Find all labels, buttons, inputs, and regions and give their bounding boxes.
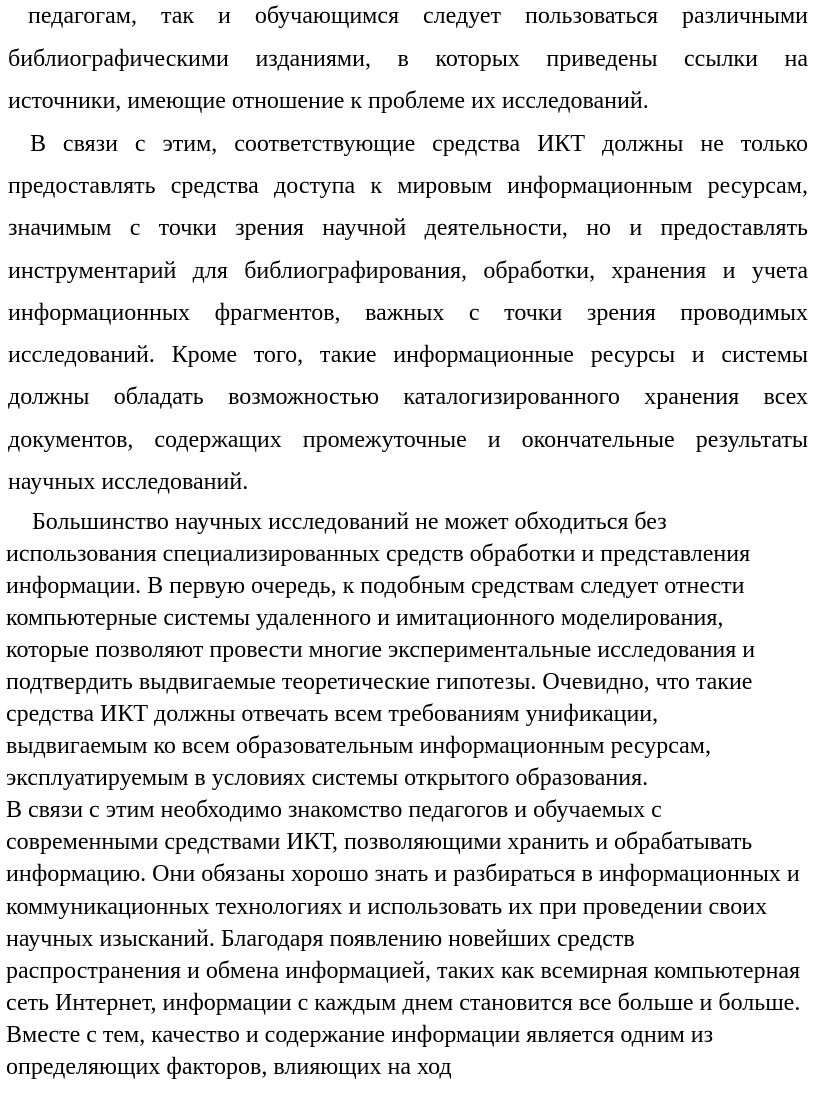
text-line: источники, имеющие отношение к проблеме их исследований.: [8, 88, 649, 114]
text-line: которые позволяют провести многие экспериментальные исследования и: [6, 637, 756, 663]
text-line: значимым с точки зрения научной деятельности, но и предоставлять: [8, 215, 808, 241]
text-line: научных изысканий. Благодаря появлению новейших средств: [6, 926, 635, 952]
text-line: информационных фрагментов, важных с точки зрения проводимых: [8, 300, 808, 326]
text-line: распространения и обмена информацией, таких как всемирная компьютерная: [6, 958, 801, 984]
text-line: определяющих факторов, влияющих на ход: [6, 1054, 452, 1080]
text-line: Большинство научных исследований не может обходиться без: [32, 509, 667, 535]
text-line: средства ИКТ должны отвечать всем требованиям унификации,: [6, 701, 659, 727]
text-line: коммуникационных технологиях и использовать их при проведении своих: [6, 894, 768, 920]
text-line: В связи с этим необходимо знакомство педагогов и обучаемых с: [6, 797, 662, 823]
text-line: эксплуатируемым в условиях системы открытого образования.: [6, 765, 649, 791]
text-line: библиографическими изданиями, в которых приведены ссылки на: [8, 46, 808, 72]
text-line: информацию. Они обязаны хорошо знать и разбираться в информационных и: [6, 861, 800, 887]
text-line: Вместе с тем, качество и содержание информации является одним из: [6, 1022, 714, 1048]
text-line: подтвердить выдвигаемые теоретические гипотезы. Очевидно, что такие: [6, 669, 753, 695]
text-line: использования специализированных средств обработки и представления: [6, 541, 751, 567]
text-line: В связи с этим, соответствующие средства ИКТ должны не только: [30, 131, 808, 157]
text-line: компьютерные системы удаленного и имитационного моделирования,: [6, 605, 724, 631]
text-line: информации. В первую очередь, к подобным средствам следует отнести: [6, 573, 745, 599]
text-line: документов, содержащих промежуточные и окончательные результаты: [8, 427, 808, 453]
text-line: инструментарий для библиографирования, обработки, хранения и учета: [8, 258, 808, 284]
text-line: должны обладать возможностью каталогизированного хранения всех: [8, 384, 808, 410]
text-line: исследований. Кроме того, такие информационные ресурсы и системы: [8, 342, 808, 368]
text-line: научных исследований.: [8, 469, 249, 495]
text-line: предоставлять средства доступа к мировым информационным ресурсам,: [8, 173, 808, 199]
text-line: педагогам, так и обучающимся следует пользоваться различными: [28, 3, 808, 29]
text-line: выдвигаемым ко всем образовательным информационным ресурсам,: [6, 733, 711, 759]
text-line: современными средствами ИКТ, позволяющими хранить и обрабатывать: [6, 829, 753, 855]
text-line: сеть Интернет, информации с каждым днем становится все больше и больше.: [6, 990, 801, 1016]
